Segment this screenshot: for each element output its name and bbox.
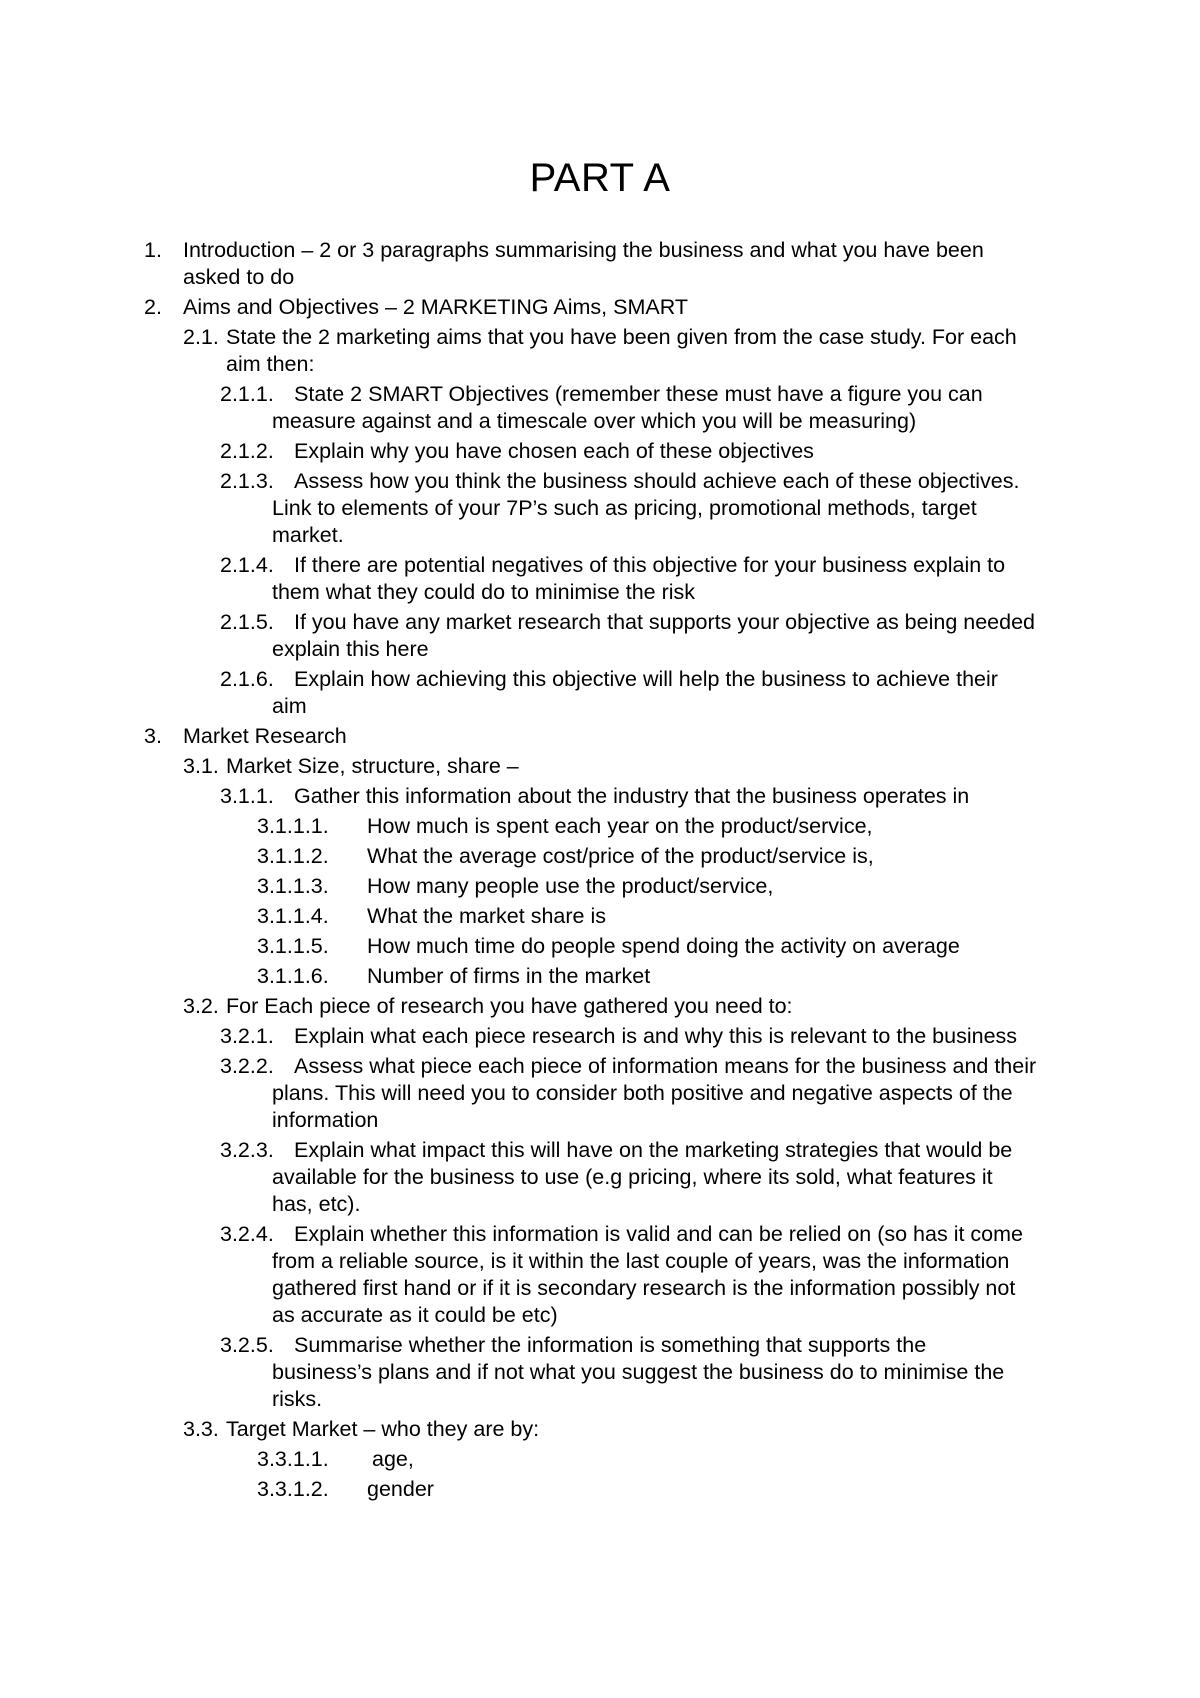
item-number: 3.1.1.3. [257, 874, 329, 898]
item-text: has, etc). [272, 1192, 361, 1216]
item-number: 3.1.1.2. [257, 844, 329, 868]
item-text: If you have any market research that supports your objective as being needed [294, 610, 1035, 634]
item-text: How much time do people spend doing the activity on average [367, 934, 960, 958]
item-text: How much is spent each year on the product/service, [367, 814, 873, 838]
item-number: 3.2.3. [220, 1138, 274, 1162]
item-number: 3.2.5. [220, 1333, 274, 1357]
item-text: business’s plans and if not what you suggest the business do to minimise the [272, 1360, 1005, 1384]
item-text: Market Research [183, 724, 347, 748]
item-number: 3.1.1.6. [257, 964, 329, 988]
item-text: information [272, 1108, 379, 1132]
item-text: age, [372, 1447, 414, 1471]
page-title: PART A [529, 156, 671, 200]
item-text: Explain why you have chosen each of these objectives [294, 439, 814, 463]
item-number: 3.1.1.1. [257, 814, 329, 838]
item-number: 3.2.2. [220, 1054, 274, 1078]
item-number: 3.3.1.2. [257, 1477, 329, 1501]
item-number: 3.3.1.1. [257, 1447, 329, 1471]
item-number: 2.1.1. [220, 382, 274, 406]
item-number: 2.1.6. [220, 667, 274, 691]
item-number: 3.3. [183, 1417, 219, 1441]
item-number: 3.2.1. [220, 1024, 274, 1048]
item-text: Explain how achieving this objective will help the business to achieve their [294, 667, 998, 691]
item-number: 3.1. [183, 754, 219, 778]
item-text: How many people use the product/service, [367, 874, 774, 898]
item-number: 3.1.1.4. [257, 904, 329, 928]
item-number: 2. [144, 295, 162, 319]
item-text: aim [272, 694, 307, 718]
item-text: Market Size, structure, share – [226, 754, 519, 778]
item-text: as accurate as it could be etc) [272, 1303, 558, 1327]
item-text: What the average cost/price of the product/service is, [367, 844, 874, 868]
item-text: Explain what each piece research is and why this is relevant to the business [294, 1024, 1018, 1048]
item-text: State 2 SMART Objectives (remember these must have a figure you can [294, 382, 983, 406]
item-text: Target Market – who they are by: [226, 1417, 540, 1441]
item-text: Introduction – 2 or 3 paragraphs summarising the business and what you have been [183, 238, 984, 262]
item-text: If there are potential negatives of this objective for your business explain to [294, 553, 1006, 577]
item-text: measure against and a timescale over which you will be measuring) [272, 409, 917, 433]
item-text: plans. This will need you to consider both positive and negative aspects of the [272, 1081, 1013, 1105]
item-text: gender [367, 1477, 434, 1501]
item-text: Assess how you think the business should achieve each of these objectives. [294, 469, 1020, 493]
item-number: 3.2. [183, 994, 219, 1018]
item-text: Explain whether this information is valid and can be relied on (so has it come [294, 1222, 1023, 1246]
item-text: For Each piece of research you have gathered you need to: [226, 994, 793, 1018]
item-text: aim then: [226, 352, 315, 376]
item-text: Number of firms in the market [367, 964, 651, 988]
item-text: Aims and Objectives – 2 MARKETING Aims, SMART [183, 295, 688, 319]
item-number: 2.1.5. [220, 610, 274, 634]
item-number: 1. [144, 238, 162, 262]
item-number: 3.1.1.5. [257, 934, 329, 958]
item-text: Gather this information about the industry that the business operates in [294, 784, 970, 808]
item-text: Summarise whether the information is something that supports the [294, 1333, 927, 1357]
item-number: 2.1. [183, 325, 219, 349]
item-number: 2.1.3. [220, 469, 274, 493]
item-text: State the 2 marketing aims that you have been given from the case study. For each [226, 325, 1017, 349]
item-text: them what they could do to minimise the risk [272, 580, 696, 604]
item-number: 3.2.4. [220, 1222, 274, 1246]
item-number: 2.1.2. [220, 439, 274, 463]
item-text: asked to do [183, 265, 295, 289]
item-number: 3. [144, 724, 162, 748]
item-text: from a reliable source, is it within the last couple of years, was the information [272, 1249, 1010, 1273]
item-text: Assess what piece each piece of information means for the business and their [294, 1054, 1037, 1078]
item-number: 3.1.1. [220, 784, 274, 808]
item-text: Link to elements of your 7P’s such as pricing, promotional methods, target [272, 496, 977, 520]
item-text: Explain what impact this will have on the marketing strategies that would be [294, 1138, 1013, 1162]
item-text: What the market share is [367, 904, 606, 928]
item-text: available for the business to use (e.g pricing, where its sold, what features it [272, 1165, 993, 1189]
item-text: explain this here [272, 637, 429, 661]
item-number: 2.1.4. [220, 553, 274, 577]
item-text: gathered first hand or if it is secondary research is the information possibly not [272, 1276, 1016, 1300]
item-text: market. [272, 523, 344, 547]
item-text: risks. [272, 1387, 323, 1411]
